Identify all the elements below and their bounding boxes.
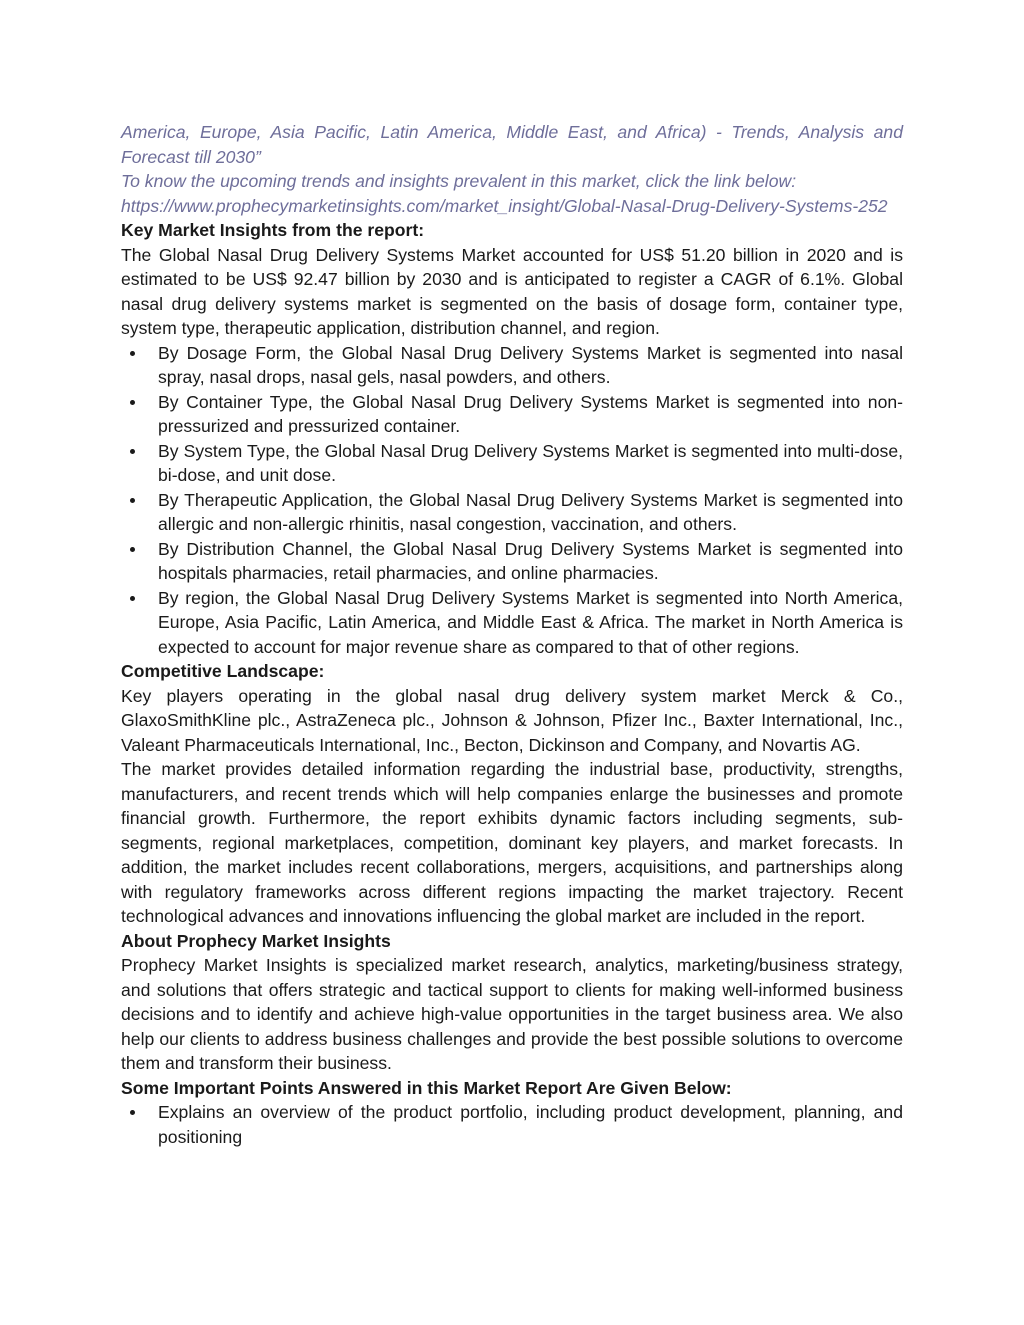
list-item <box>121 439 903 488</box>
bullet-icon <box>130 449 135 454</box>
about-paragraph: Prophecy Market Insights is specialized market research, analytics, marketing/business strategy, and solutions that offers strategic and tactical support to clients for making well-informed business decisions and to identify and achieve high-value opportunities in the target business area. We also help our clients to address business challenges and provide the best possible solutions to overcome them and transform their business. <box>121 955 903 1073</box>
list-item <box>121 390 903 439</box>
list-item-text: Explains an overview of the product portfolio, including product development, planning, and positioning <box>158 1102 903 1147</box>
report-title-tail: America, Europe, Asia Pacific, Latin America, Middle East, and Africa) - Trends, Analysis and Forecast till 2030” <box>121 122 903 167</box>
points-list <box>121 1100 903 1149</box>
bullet-icon <box>130 400 135 405</box>
document-page <box>121 120 903 1149</box>
segment-list <box>121 341 903 660</box>
list-item-text: By Therapeutic Application, the Global Nasal Drug Delivery Systems Market is segmented into allergic and non-allergic rhinitis, nasal congestion, vaccination, and others. <box>158 489 903 534</box>
bullet-icon <box>130 498 135 503</box>
bullet-icon <box>130 596 135 601</box>
list-item-text: By Distribution Channel, the Global Nasal Drug Delivery Systems Market is segmented into hospitals pharmacies, retail pharmacies, and online pharmacies. <box>158 538 903 583</box>
key-insights-paragraph: The Global Nasal Drug Delivery Systems Market accounted for US$ 51.20 billion in 2020 and is estimated to be US$ 92.47 billion by 2030 and is anticipated to register a CAGR of 6.1%. Global nasal drug delivery systems market is segmented on the basis of dosage form, container type, system type, therapeutic application, distribution channel, and region. <box>121 244 903 338</box>
list-item-text: By Dosage Form, the Global Nasal Drug Delivery Systems Market is segmented into nasal spray, nasal drops, nasal gels, nasal powders, and others. <box>158 342 903 387</box>
list-item-text: By System Type, the Global Nasal Drug Delivery Systems Market is segmented into multi-dose, bi-dose, and unit dose. <box>158 440 903 485</box>
link-prompt: To know the upcoming trends and insights prevalent in this market, click the link below: <box>121 171 797 191</box>
competitive-paragraph-players: Key players operating in the global nasal drug delivery system market Merck & Co., GlaxoSmithKline plc., AstraZeneca plc., Johnson & Johnson, Pfizer Inc., Baxter International, Inc., Valeant Pharmaceuticals International, Inc., Becton, Dickinson and Company, and Novartis AG. <box>121 685 903 755</box>
bullet-icon <box>130 351 135 356</box>
points-heading: Some Important Points Answered in this Market Report Are Given Below: <box>121 1077 732 1098</box>
list-item-text: By Container Type, the Global Nasal Drug Delivery Systems Market is segmented into non-pressurized and pressurized container. <box>158 391 903 436</box>
about-heading: About Prophecy Market Insights <box>121 930 391 951</box>
competitive-heading: Competitive Landscape: <box>121 661 325 681</box>
competitive-paragraph-overview: The market provides detailed information regarding the industrial base, productivity, strengths, manufacturers, and recent trends which will help companies enlarge the businesses and promote financial growth. Furthermore, the report exhibits dynamic factors including segments, sub-segments, regional marketplaces, competition, dominant key players, and market forecasts. In addition, the market includes recent collaborations, mergers, acquisitions, and partnerships along with regulatory frameworks across different regions impacting the market trajectory. Recent technological advances and innovations influencing the global market are included in the report. <box>121 759 903 926</box>
list-item <box>121 586 903 660</box>
list-item <box>121 341 903 390</box>
key-insights-heading: Key Market Insights from the report: <box>121 220 425 240</box>
report-link[interactable]: https://www.prophecymarketinsights.com/market_insight/Global-Nasal-Drug-Delivery-Systems-252 <box>121 195 888 216</box>
list-item <box>121 1100 903 1149</box>
list-item <box>121 537 903 586</box>
bullet-icon <box>130 547 135 552</box>
bullet-icon <box>130 1110 135 1115</box>
list-item <box>121 488 903 537</box>
list-item-text: By region, the Global Nasal Drug Delivery Systems Market is segmented into North America, Europe, Asia Pacific, Latin America, and Middle East & Africa. The market in North America is expected to account for major revenue share as compared to that of other regions. <box>158 587 903 657</box>
